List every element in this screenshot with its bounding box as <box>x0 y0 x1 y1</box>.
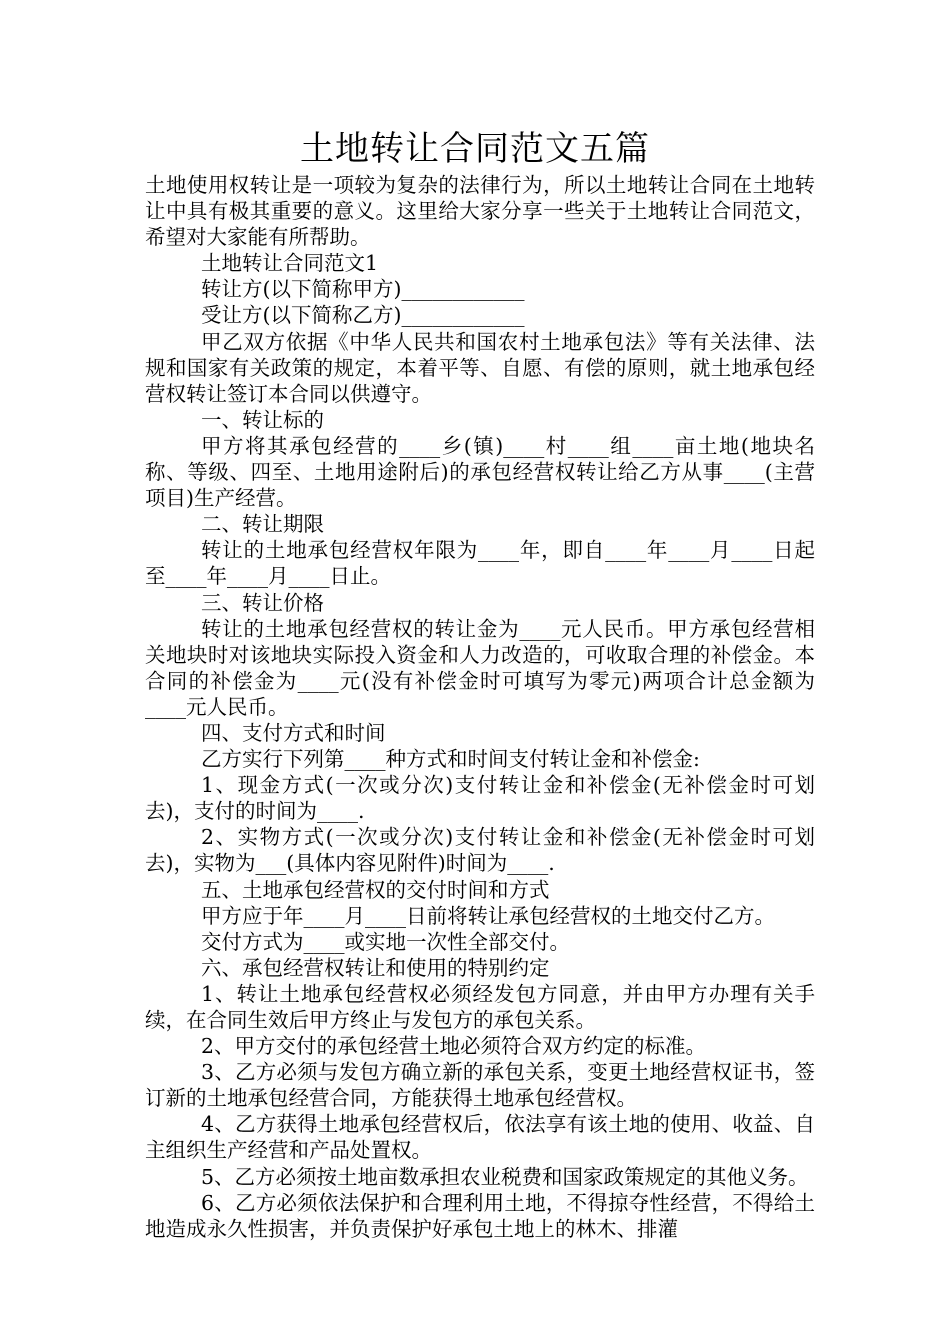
paragraph: 甲方应于年____月____日前将转让承包经营权的土地交付乙方。 <box>201 903 775 928</box>
paragraph: 土地使用权转让是一项较为复杂的法律行为，所以土地转让合同在土地转让中具有极其重要的意义。这里给大家分享一些关于土地转让合同范文，希望对大家能有所帮助。 <box>145 173 815 250</box>
paragraph: 3、乙方必须与发包方确立新的承包关系，变更土地经营权证书，签订新的土地承包经营合同，方能获得土地承包经营权。 <box>145 1060 815 1111</box>
paragraph: 转让的土地承包经营权的转让金为____元人民币。甲方承包经营相关地块时对该地块实际投入资金和人力改造的，可收取合理的补偿金。本合同的补偿金为____元(没有补偿金时可填写为零元)两项合计总金额为____元人民币。 <box>145 616 815 719</box>
paragraph: 5、乙方必须按土地亩数承担农业税费和国家政策规定的其他义务。 <box>201 1164 809 1189</box>
document-body <box>145 172 815 1242</box>
paragraph: 甲方将其承包经营的____乡(镇)____村____组____亩土地(地块名称、等级、四至、土地用途附后)的承包经营权转让给乙方从事____(主营项目)生产经营。 <box>145 433 815 511</box>
paragraph: 转让方(以下简称甲方)____________ <box>201 277 525 302</box>
paragraph: 二、转让期限 <box>201 512 324 537</box>
paragraph: 2、甲方交付的承包经营土地必须符合双方约定的标准。 <box>201 1034 707 1059</box>
paragraph: 土地转让合同范文1 <box>201 251 379 276</box>
paragraph: 六、承包经营权转让和使用的特别约定 <box>201 955 550 980</box>
paragraph: 交付方式为____或实地一次性全部交付。 <box>201 929 570 954</box>
paragraph: 甲乙双方依据《中华人民共和国农村土地承包法》等有关法律、法规和国家有关政策的规定，本着平等、自愿、有偿的原则，就土地承包经营权转让签订本合同以供遵守。 <box>145 329 815 406</box>
paragraph: 乙方实行下列第____种方式和时间支付转让金和补偿金: <box>201 747 700 772</box>
paragraph: 6、乙方必须依法保护和合理利用土地，不得掠夺性经营，不得给土地造成永久性损害，并负责保护好承包土地上的林木、排灌 <box>145 1190 815 1241</box>
paragraph: 一、转让标的 <box>201 407 324 432</box>
paragraph: 2、实物方式(一次或分次)支付转让金和补偿金(无补偿金时可划去)，实物为___(具体内容见附件)时间为____. <box>145 825 815 876</box>
paragraph: 1、现金方式(一次或分次)支付转让金和补偿金(无补偿金时可划去)，支付的时间为____. <box>145 773 815 824</box>
paragraph: 五、土地承包经营权的交付时间和方式 <box>201 877 550 902</box>
paragraph: 受让方(以下简称乙方)____________ <box>201 303 525 328</box>
document-title: 土地转让合同范文五篇 <box>300 129 650 169</box>
paragraph: 1、转让土地承包经营权必须经发包方同意，并由甲方办理有关手续，在合同生效后甲方终止与发包方的承包关系。 <box>145 981 815 1032</box>
paragraph: 三、转让价格 <box>201 590 324 615</box>
paragraph: 四、支付方式和时间 <box>201 720 386 745</box>
paragraph: 转让的土地承包经营权年限为____年，即自____年____月____日起至____年____月____日止。 <box>145 538 815 589</box>
paragraph: 4、乙方获得土地承包经营权后，依法享有该土地的使用、收益、自主组织生产经营和产品处置权。 <box>145 1112 815 1163</box>
